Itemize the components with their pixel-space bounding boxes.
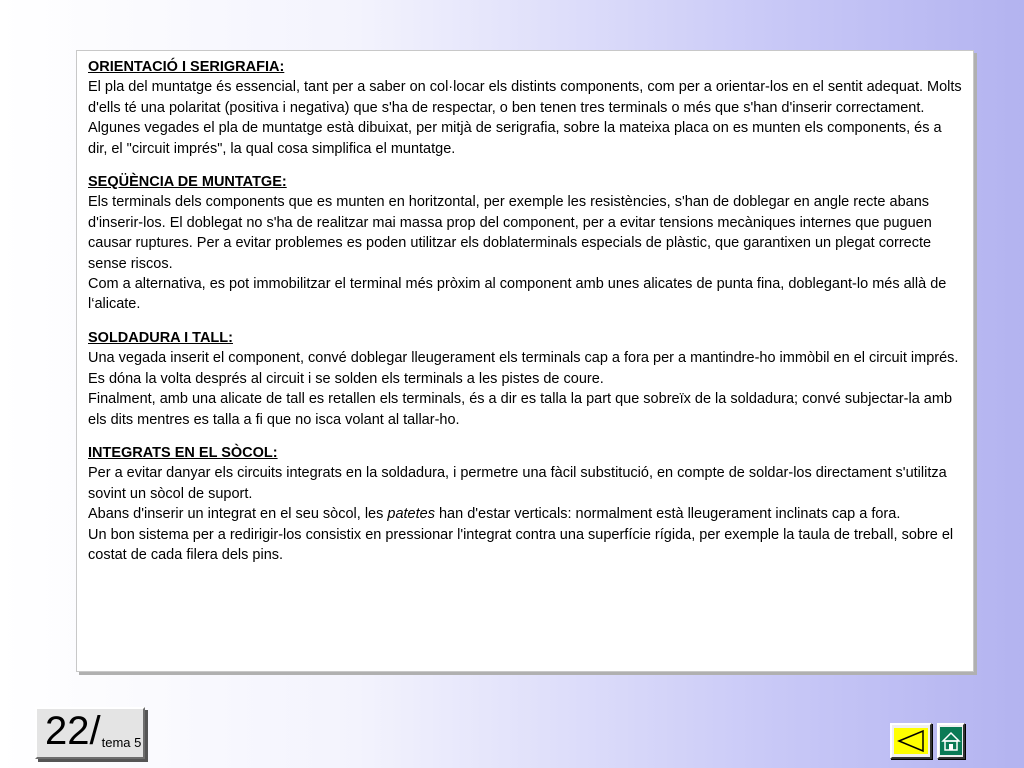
paragraph: Un bon sistema per a redirigir-los consistix en pressionar l'integrat contra una superfície rígida, per exemple la taula de treball, sobre el costat de cada filera dels pins. — [88, 526, 954, 563]
section-title: INTEGRATS EN EL SÒCOL: — [88, 444, 278, 461]
section-title: ORIENTACIÓ I SERIGRAFIA: — [88, 59, 285, 75]
content-panel — [76, 50, 974, 672]
italic-word: patetes — [387, 506, 435, 523]
slide-number: 22/ — [45, 709, 101, 753]
back-button[interactable] — [890, 723, 932, 759]
home-button[interactable] — [937, 723, 965, 759]
paragraph: El pla del muntatge és essencial, tant per a saber on col·locar els distints components, com per a orientar-los en el sentit adequat. Molts d'ells té una polaritat (positiva i negativa) que s'ha de respectar, o ben tenen tres terminals o més que s'han d'inserir correctament. Algunes vegades el pla de muntatge està dibuixat, per mitjà de serigrafia, sobre la mateixa placa on es munten els components, és a dir, el "circuit imprés", la qual cosa simplifica el muntatge. — [88, 79, 962, 157]
section-title: SEQÜÈNCIA DE MUNTATGE: — [88, 174, 287, 191]
left-triangle-icon — [894, 728, 928, 754]
paragraph: Per a evitar danyar els circuits integrats en la soldadura, i permetre una fàcil substitució, en compte de soldar-los directament s'utilitza sovint un sòcol de suport. — [88, 465, 947, 502]
section-integrats — [88, 443, 963, 565]
section-orientacio — [88, 57, 963, 159]
paragraph: Una vegada inserit el component, convé doblegar lleugerament els terminals cap a fora per a mantindre-ho immòbil en el circuit imprés. — [88, 350, 959, 367]
paragraph-with-italic: Abans d'inserir un integrat en el seu sòcol, les patetes han d'estar verticals: normalment està lleugerament inclinats cap a fora. — [88, 506, 901, 523]
paragraph: Es dóna la volta després al circuit i se solden els terminals a les pistes de coure. — [88, 370, 604, 387]
paragraph: Els terminals dels components que es munten en horitzontal, per exemple les resistències, s'han de doblegar en angle recte abans d'inserir-los. El doblegat no s'ha de realitzar mai massa prop del component, per a evitar tensions mecàniques internes que puguen causar ruptures. Per a evitar problemes es poden utilitzar els doblaterminals especials de plàstic, que garantixen un plegat correcte sense riscos. — [88, 194, 932, 272]
paragraph: Com a alternativa, es pot immobilitzar el terminal més pròxim al component amb unes alicates de punta fina, doblegant-lo més allà de l‘alicate. — [88, 276, 947, 313]
section-sequencia — [88, 172, 963, 315]
home-icon — [940, 727, 962, 755]
slide-number-badge — [35, 707, 145, 759]
paragraph: Finalment, amb una alicate de tall es retallen els terminals, és a dir es talla la part que sobreïx de la soldadura; convé subjectar-la amb els dits mentres es talla a fi que no isca volant al tallar-ho. — [88, 391, 953, 428]
slide-subtitle: tema 5 — [101, 735, 142, 750]
section-soldadura — [88, 328, 963, 430]
section-title: SOLDADURA I TALL: — [88, 329, 233, 346]
